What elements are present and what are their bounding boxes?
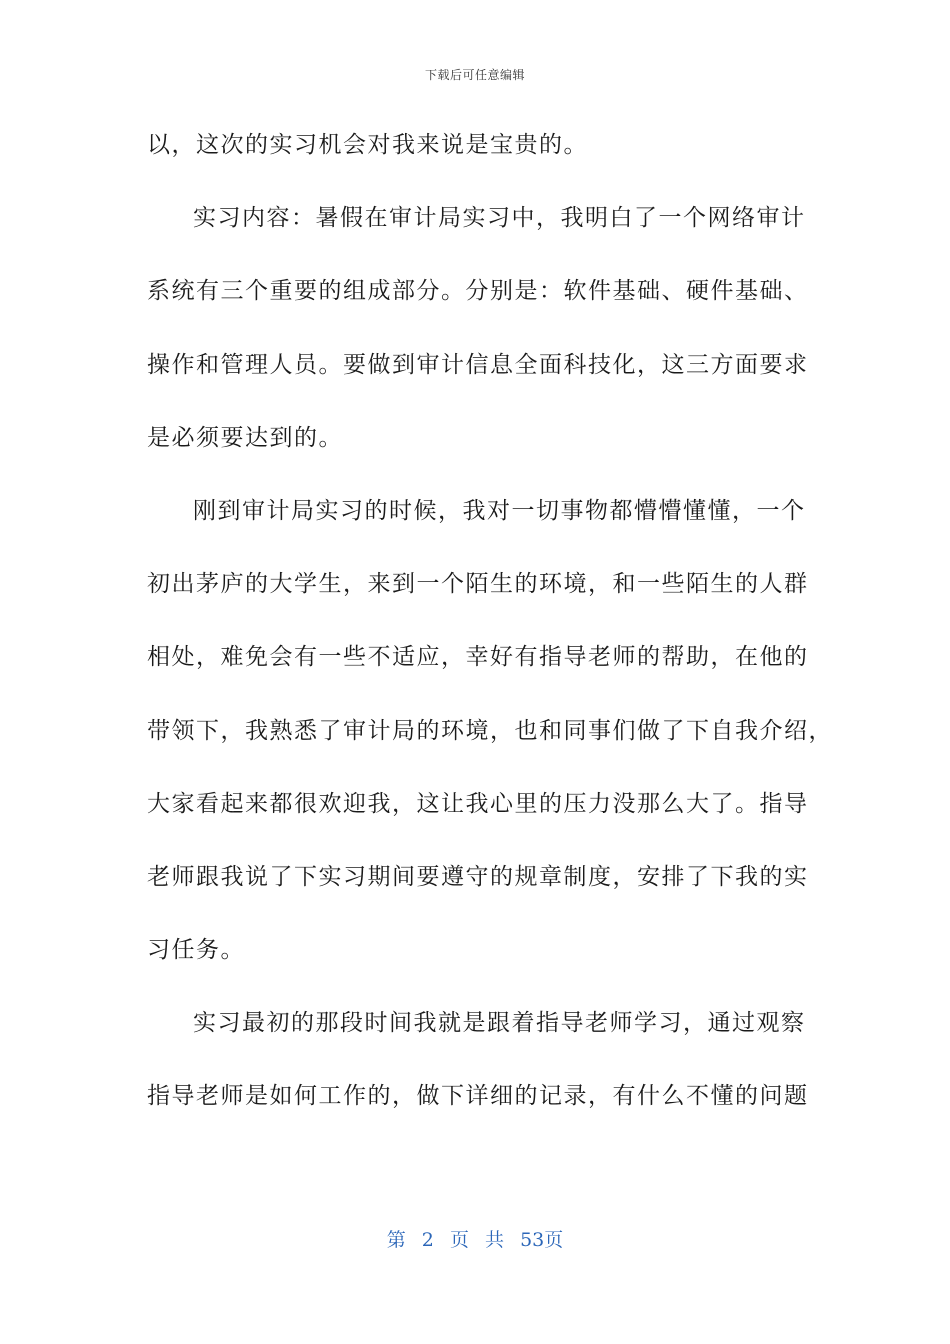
text-line: 带领下，我熟悉了审计局的环境，也和同事们做了下自我介绍， bbox=[147, 717, 833, 744]
text-line: 是必须要达到的。 bbox=[147, 424, 343, 451]
text-line: 系统有三个重要的组成部分。分别是：软件基础、硬件基础、 bbox=[147, 278, 809, 305]
text-line: 以，这次的实习机会对我来说是宝贵的。 bbox=[147, 132, 588, 158]
footer-current-page: 2 bbox=[421, 1229, 434, 1251]
footer-page-word: 页 bbox=[449, 1229, 469, 1251]
text-line: 老师跟我说了下实习期间要遵守的规章制度，安排了下我的实 bbox=[147, 863, 809, 890]
text-line: 指导老师是如何工作的，做下详细的记录，有什么不懂的问题 bbox=[147, 1083, 809, 1110]
text-line: 实习内容：暑假在审计局实习中，我明白了一个网络审计 bbox=[193, 205, 806, 232]
text-line: 初出茅庐的大学生，来到一个陌生的环境，和一些陌生的人群 bbox=[147, 571, 809, 598]
text-line: 实习最初的那段时间我就是跟着指导老师学习，通过观察 bbox=[193, 1010, 806, 1037]
footer-prefix: 第 bbox=[386, 1229, 406, 1251]
text-line: 习任务。 bbox=[147, 937, 245, 964]
page-header: 下载后可任意编辑 bbox=[424, 68, 525, 82]
document-body bbox=[147, 118, 833, 1143]
footer-total-word: 共 bbox=[485, 1229, 505, 1251]
text-line: 相处，难免会有一些不适应，幸好有指导老师的帮助，在他的 bbox=[147, 644, 809, 671]
text-line: 刚到审计局实习的时候，我对一切事物都懵懵懂懂，一个 bbox=[193, 497, 806, 524]
text-line: 大家看起来都很欢迎我，这让我心里的压力没那么大了。指导 bbox=[147, 790, 809, 817]
text-line: 操作和管理人员。要做到审计信息全面科技化，这三方面要求 bbox=[147, 351, 809, 378]
page-footer bbox=[0, 1225, 950, 1252]
footer-total-pages: 53页 bbox=[520, 1229, 564, 1251]
